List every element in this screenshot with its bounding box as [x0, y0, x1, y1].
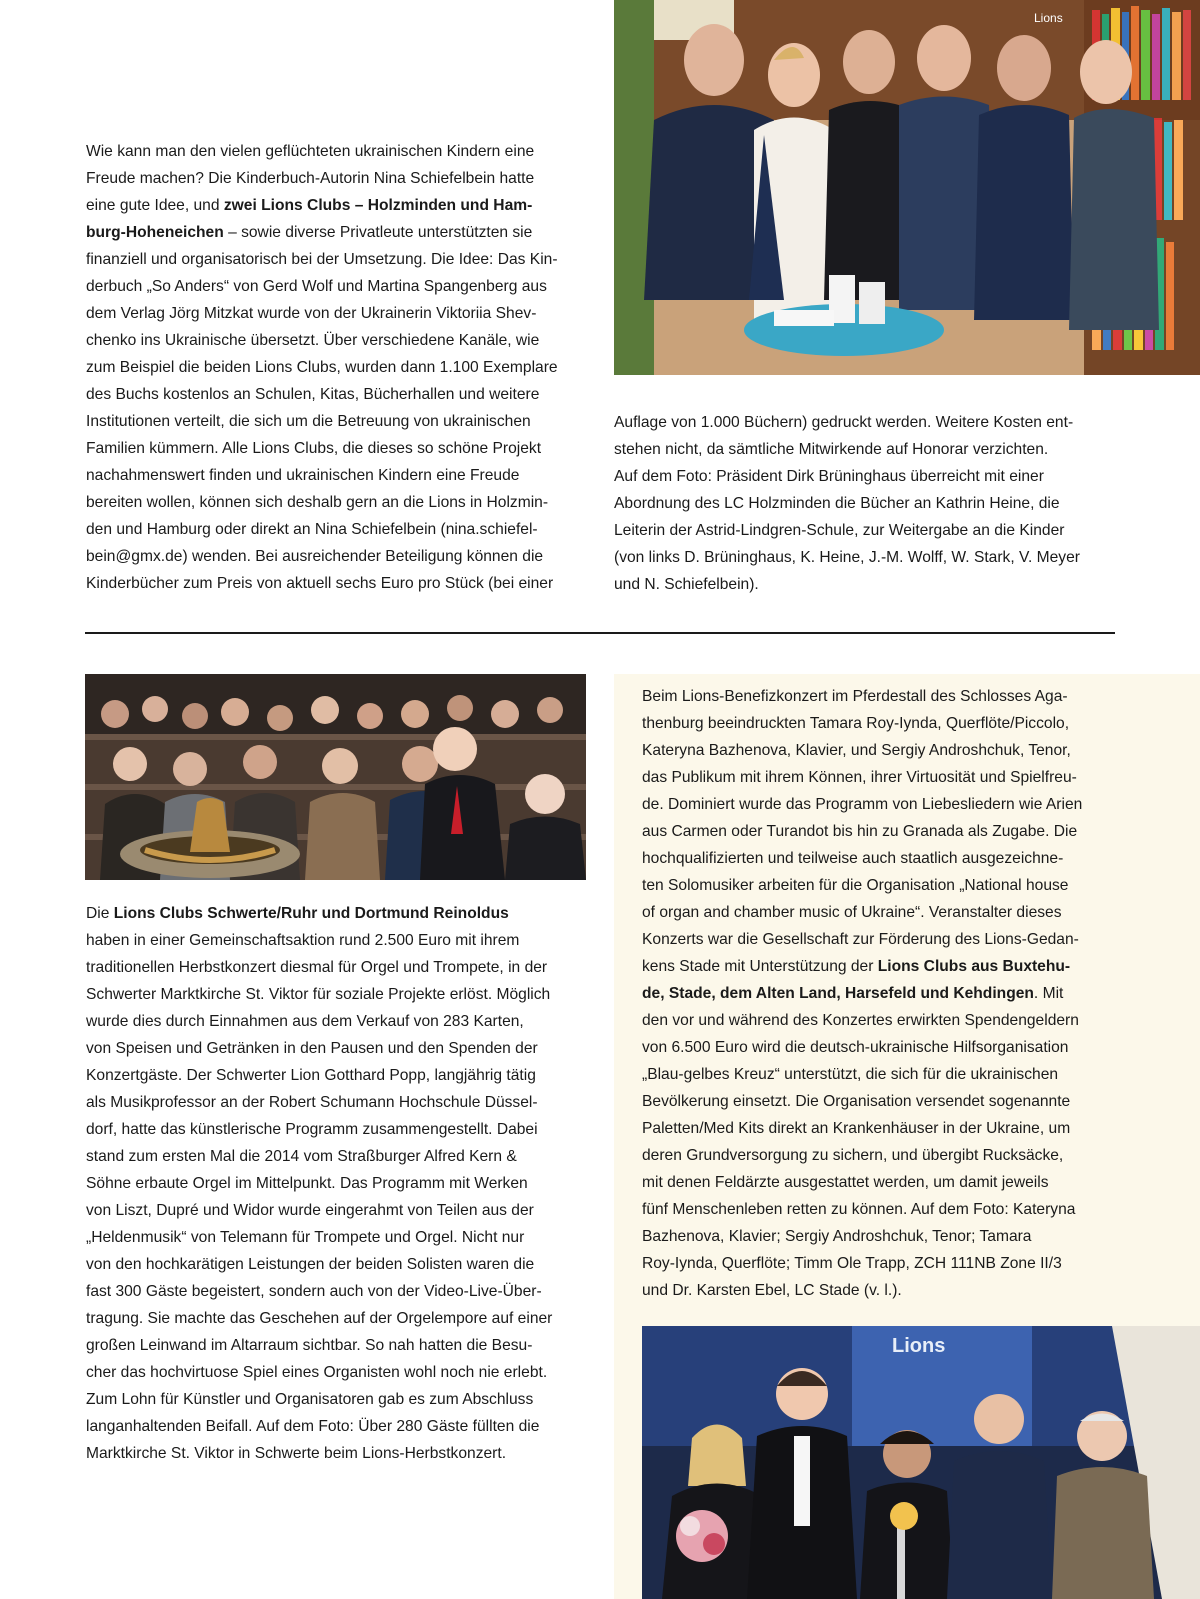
text-run: das Publikum mit ihrem Können, ihrer Virtuosität und Spielfreu- [642, 769, 1077, 786]
text-line [86, 1035, 552, 1062]
text-run: dorf, hatte das künstlerische Programm zusammengestellt. Dabei [86, 1121, 538, 1138]
text-line [86, 1278, 552, 1305]
text-run: deren Grundversorgung zu sichern, und übergibt Rucksäcke, [642, 1147, 1064, 1164]
text-run: den und Hamburg oder direkt an Nina Schiefelbein (nina.schiefel- [86, 521, 538, 538]
text-run: haben in einer Gemeinschaftsaktion rund 2.500 Euro mit ihrem [86, 932, 520, 949]
text-line [642, 899, 1082, 926]
text-line [86, 1089, 552, 1116]
text-run: Söhne erbaute Orgel im Mittelpunkt. Das Programm mit Werken [86, 1175, 528, 1192]
text-run: Roy-Iynda, Querflöte; Timm Ole Trapp, ZCH 111NB Zone II/3 [642, 1255, 1062, 1272]
text-run: traditionellen Herbstkonzert diesmal für Orgel und Trompete, in der [86, 959, 548, 976]
text-line [86, 981, 552, 1008]
text-run: und Dr. Karsten Ebel, LC Stade (v. l.). [642, 1282, 902, 1299]
text-line [86, 462, 558, 489]
text-run: Freude machen? Die Kinderbuch-Autorin Nina Schiefelbein hatte [86, 170, 535, 187]
photo-concert-audience [85, 674, 586, 880]
section-divider [85, 632, 1115, 634]
text-line [86, 1440, 552, 1467]
text-line [86, 300, 558, 327]
text-run: zum Beispiel die beiden Lions Clubs, wurden dann 1.100 Exemplare [86, 359, 558, 376]
text-line [642, 1034, 1082, 1061]
text-line [86, 327, 558, 354]
text-run: von Liszt, Dupré und Widor wurde eingerahmt von Teilen aus der [86, 1202, 534, 1219]
text-line [642, 791, 1082, 818]
article1-column1 [86, 138, 558, 597]
text-run: Konzertgäste. Der Schwerter Lion Gotthard Popp, langjährig tätig [86, 1067, 536, 1084]
text-run: Auflage von 1.000 Büchern) gedruckt werden. Weitere Kosten ent- [614, 414, 1074, 431]
text-run: de. Dominiert wurde das Programm von Liebesliedern wie Arien [642, 796, 1083, 813]
library-sign-text: Lions [1034, 11, 1063, 25]
text-line [86, 1170, 552, 1197]
text-run: großen Leinwand im Altarraum sichtbar. So nah hatten die Besu- [86, 1337, 533, 1354]
text-line [86, 219, 558, 246]
text-run: von 6.500 Euro wird die deutsch-ukrainische Hilfsorganisation [642, 1039, 1069, 1056]
text-run: Kateryna Bazhenova, Klavier, und Sergiy Androshchuk, Tenor, [642, 742, 1071, 759]
text-run: Wie kann man den vielen geflüchteten ukrainischen Kindern eine [86, 143, 535, 160]
text-run: „Heldenmusik“ von Telemann für Trompete und Orgel. Nicht nur [86, 1229, 525, 1246]
text-run: finanziell und organisatorisch bei der Umsetzung. Die Idee: Das Kin- [86, 251, 558, 268]
text-line [86, 192, 558, 219]
text-run: langanhaltenden Beifall. Auf dem Foto: Über 280 Gäste füllten die [86, 1418, 540, 1435]
text-run: und N. Schiefelbein). [614, 576, 759, 593]
text-run: Zum Lohn für Künstler und Organisatoren gab es zum Abschluss [86, 1391, 534, 1408]
text-run: Paletten/Med Kits direkt an Krankenhäuser in der Ukraine, um [642, 1120, 1071, 1137]
text-line [642, 1088, 1082, 1115]
text-line [86, 246, 558, 273]
text-line [86, 1116, 552, 1143]
text-line [642, 980, 1082, 1007]
text-line [642, 683, 1082, 710]
text-run: bereiten wollen, können sich deshalb gern an die Lions in Holzmin- [86, 494, 549, 511]
text-run: kens Stade mit Unterstützung der [642, 958, 878, 975]
photo-concert-performers [642, 1326, 1200, 1599]
text-line [642, 818, 1082, 845]
text-run: Marktkirche St. Viktor in Schwerte beim Lions-Herbstkonzert. [86, 1445, 507, 1462]
text-line [86, 954, 552, 981]
text-line [86, 1008, 552, 1035]
text-line [86, 1224, 552, 1251]
text-run: eine gute Idee, und [86, 197, 224, 214]
text-run: fast 300 Gäste begeistert, sondern auch von der Video-Live-Über- [86, 1283, 542, 1300]
text-line [642, 872, 1082, 899]
text-line [614, 517, 1080, 544]
text-run: bein@gmx.de) wenden. Bei ausreichender Beteiligung können die [86, 548, 544, 565]
text-run: ten Solomusiker arbeiten für die Organisation „National house [642, 877, 1069, 894]
text-run: Beim Lions-Benefizkonzert im Pferdestall des Schlosses Aga- [642, 688, 1068, 705]
text-line [86, 165, 558, 192]
text-line [642, 845, 1082, 872]
text-line [642, 1061, 1082, 1088]
text-run: Konzerts war die Gesellschaft zur Förderung des Lions-Gedan- [642, 931, 1079, 948]
bold-text: burg-Hoheneichen [86, 224, 224, 241]
text-line [86, 1386, 552, 1413]
text-line [86, 381, 558, 408]
text-run: Institutionen verteilt, die sich um die Betreuung von ukrainischen [86, 413, 531, 430]
text-run: dem Verlag Jörg Mitzkat wurde von der Ukrainerin Viktoriia Shev- [86, 305, 537, 322]
text-line [86, 1305, 552, 1332]
text-line [86, 273, 558, 300]
text-line [86, 1359, 552, 1386]
text-line [642, 953, 1082, 980]
text-line [642, 926, 1082, 953]
text-run: – sowie diverse Privatleute unterstützten sie [223, 224, 533, 241]
text-run: von Speisen und Getränken in den Pausen und den Spenden der [86, 1040, 538, 1057]
text-run: Auf dem Foto: Präsident Dirk Brüninghaus überreicht mit einer [614, 468, 1044, 485]
text-run: chenko ins Ukrainische übersetzt. Über verschiedene Kanäle, wie [86, 332, 540, 349]
text-run: den vor und während des Konzertes erwirkten Spendengeldern [642, 1012, 1079, 1029]
text-run: nachahmenswert finden und ukrainischen Kindern eine Freude [86, 467, 520, 484]
text-run: Bazhenova, Klavier; Sergiy Androshchuk, Tenor; Tamara [642, 1228, 1032, 1245]
text-line [642, 1196, 1082, 1223]
text-run: aus Carmen oder Turandot bis hin zu Granada als Zugabe. Die [642, 823, 1078, 840]
text-line [86, 516, 558, 543]
text-run: fünf Menschenleben retten zu können. Auf dem Foto: Kateryna [642, 1201, 1076, 1218]
article3-text [642, 683, 1082, 1304]
text-run: derbuch „So Anders“ von Gerd Wolf und Martina Spangenberg aus [86, 278, 547, 295]
text-run: von den hochkarätigen Leistungen der beiden Solisten waren die [86, 1256, 535, 1273]
bold-text: Lions Clubs Schwerte/Ruhr und Dortmund Reinoldus [113, 905, 509, 922]
text-run: thenburg beeindruckten Tamara Roy-Iynda, Querflöte/Piccolo, [642, 715, 1070, 732]
text-run: als Musikprofessor an der Robert Schumann Hochschule Düssel- [86, 1094, 538, 1111]
text-run: (von links D. Brüninghaus, K. Heine, J.-M. Wolff, W. Stark, V. Meyer [614, 549, 1080, 566]
text-run: mit denen Feldärzte ausgestattet werden, um damit jeweils [642, 1174, 1049, 1191]
text-line [86, 1413, 552, 1440]
text-line [642, 1223, 1082, 1250]
bold-text: zwei Lions Clubs – Holzminden und Ham- [223, 197, 533, 214]
text-line [642, 1169, 1082, 1196]
text-line [86, 1062, 552, 1089]
text-line [86, 354, 558, 381]
bold-text: de, Stade, dem Alten Land, Harsefeld und Kehdingen [642, 985, 1034, 1002]
text-run: Schwerter Marktkirche St. Viktor für soziale Projekte erlöst. Möglich [86, 986, 551, 1003]
text-line [614, 463, 1080, 490]
text-line [642, 1277, 1082, 1304]
text-line [614, 571, 1080, 598]
text-line [642, 1007, 1082, 1034]
text-run: tragung. Sie machte das Geschehen auf der Orgelempore auf einer [86, 1310, 553, 1327]
text-line [86, 900, 552, 927]
text-run: „Blau-gelbes Kreuz“ unterstützt, die sich für die ukrainischen [642, 1066, 1059, 1083]
text-line [86, 1197, 552, 1224]
text-run: cher das hochvirtuose Spiel eines Organisten wohl noch nie erlebt. [86, 1364, 548, 1381]
text-line [642, 1250, 1082, 1277]
text-line [86, 543, 558, 570]
text-line [614, 490, 1080, 517]
text-line [642, 710, 1082, 737]
bold-text: Lions Clubs aus Buxtehu- [877, 958, 1071, 975]
text-run: stehen nicht, da sämtliche Mitwirkende auf Honorar verzichten. [614, 441, 1049, 458]
text-run: wurde dies durch Einnahmen aus dem Verkauf von 283 Karten, [86, 1013, 524, 1030]
text-line [642, 737, 1082, 764]
text-run: Abordnung des LC Holzminden die Bücher an Kathrin Heine, die [614, 495, 1060, 512]
text-line [86, 408, 558, 435]
text-line [614, 409, 1080, 436]
text-line [86, 927, 552, 954]
text-line [86, 1251, 552, 1278]
text-run: of organ and chamber music of Ukraine“. Veranstalter dieses [642, 904, 1062, 921]
text-run: Kinderbücher zum Preis von aktuell sechs Euro pro Stück (bei einer [86, 575, 554, 592]
article2-text [86, 900, 552, 1467]
text-run: Die [86, 905, 114, 922]
text-run: stand zum ersten Mal die 2014 vom Straßburger Alfred Kern & [86, 1148, 517, 1165]
text-line [614, 436, 1080, 463]
text-line [86, 1143, 552, 1170]
text-run: hochqualifizierten und teilweise auch staatlich ausgezeichne- [642, 850, 1064, 867]
stage-banner-text: Lions [892, 1335, 946, 1357]
text-run: Familien kümmern. Alle Lions Clubs, die dieses so schöne Projekt [86, 440, 542, 457]
text-line [642, 1142, 1082, 1169]
text-line [86, 138, 558, 165]
text-run: des Buchs kostenlos an Schulen, Kitas, Bücherhallen und weitere [86, 386, 540, 403]
text-line [86, 435, 558, 462]
text-run: Leiterin der Astrid-Lindgren-Schule, zur Weitergabe an die Kinder [614, 522, 1065, 539]
text-run: Bevölkerung einsetzt. Die Organisation versendet sogenannte [642, 1093, 1071, 1110]
text-run: . Mit [1033, 985, 1064, 1002]
text-line [614, 544, 1080, 571]
text-line [86, 489, 558, 516]
text-line [86, 1332, 552, 1359]
text-line [86, 570, 558, 597]
article1-column2 [614, 409, 1080, 598]
photo-book-handover [614, 0, 1200, 375]
text-line [642, 1115, 1082, 1142]
text-line [642, 764, 1082, 791]
